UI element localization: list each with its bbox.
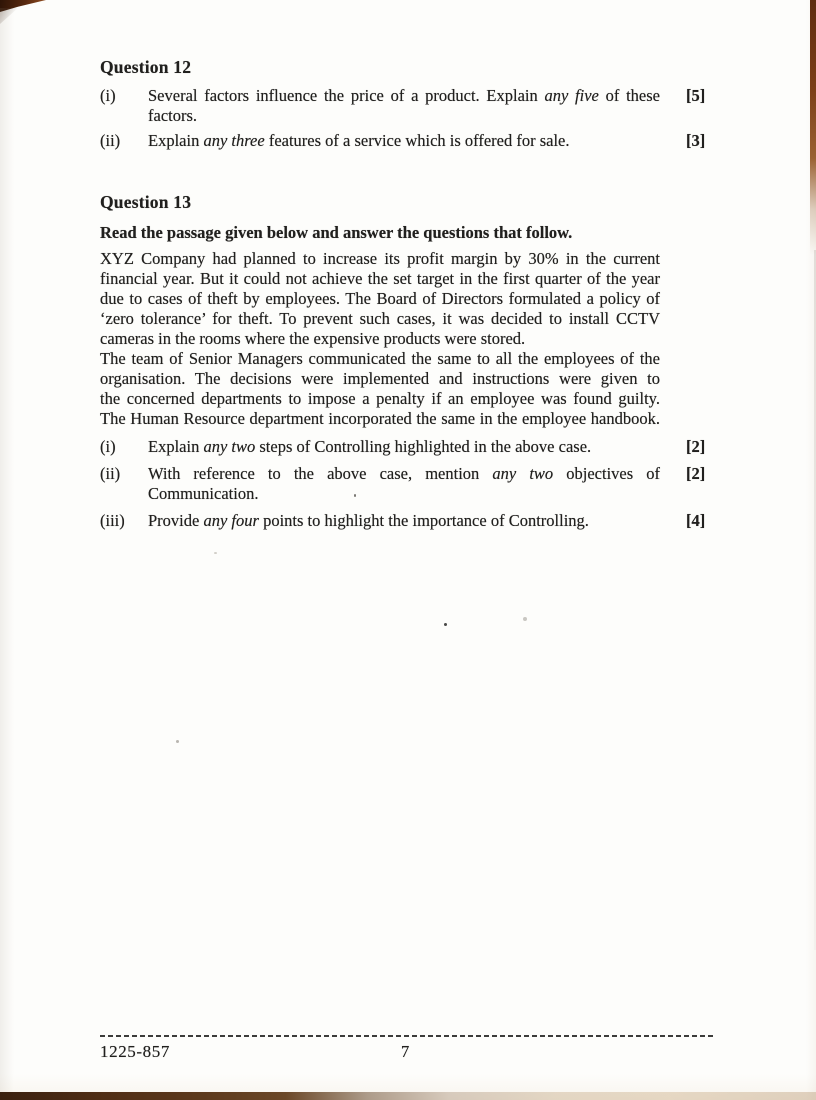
text-line xyxy=(100,409,660,429)
question-13-title: Question 13 xyxy=(100,192,192,212)
emphasis-text: any three xyxy=(203,131,265,150)
text-segment: points to highlight the importance of Controlling. xyxy=(258,511,589,530)
scan-speck xyxy=(214,552,217,554)
paper-code: 1225-857 xyxy=(100,1042,170,1061)
item-text xyxy=(148,437,660,457)
item-text xyxy=(148,464,660,504)
scan-speck xyxy=(523,617,527,621)
item-marker: (ii) xyxy=(100,131,121,150)
item-marks: [3] xyxy=(686,131,706,150)
text-line xyxy=(148,511,660,531)
question-13-passage xyxy=(100,249,660,429)
text-line xyxy=(100,389,660,409)
text-segment: Explain xyxy=(148,437,204,456)
passage-paragraph xyxy=(100,249,660,349)
text-segment: Provide xyxy=(148,511,204,530)
item-marker: (i) xyxy=(100,86,116,105)
scan-edge-right xyxy=(810,0,816,255)
question-item xyxy=(100,131,712,151)
item-marker: (ii) xyxy=(100,464,121,483)
scan-edge-bottom xyxy=(0,1092,816,1100)
question-item xyxy=(100,437,712,457)
text-line xyxy=(148,464,660,484)
text-segment: due to cases of theft by employees. The Board of Directors formulated a policy of xyxy=(100,289,660,308)
question-item xyxy=(100,86,712,126)
text-segment: features of a service which is offered for sale. xyxy=(264,131,570,150)
passage-paragraph xyxy=(100,349,660,429)
question-12-items xyxy=(100,86,712,151)
question-12-title: Question 12 xyxy=(100,57,192,77)
text-segment: With reference to the above case, mention xyxy=(148,464,493,483)
emphasis-text: any two xyxy=(492,464,554,483)
text-segment: ‘zero tolerance’ for theft. To prevent such cases, it was decided to install CCTV xyxy=(100,309,660,328)
text-segment: Communication. xyxy=(148,484,259,503)
text-segment: The team of Senior Managers communicated the same to all the employees of the xyxy=(100,349,660,368)
text-segment: objectives of xyxy=(553,464,660,483)
question-item xyxy=(100,511,712,531)
text-line xyxy=(148,131,660,151)
item-marker: (iii) xyxy=(100,511,125,530)
item-marks: [2] xyxy=(686,437,706,456)
text-line xyxy=(148,437,660,457)
text-line xyxy=(148,86,660,106)
text-line xyxy=(100,269,660,289)
item-marks: [5] xyxy=(686,86,706,105)
item-text xyxy=(148,131,660,151)
item-text xyxy=(148,511,660,531)
text-line xyxy=(100,249,660,269)
text-segment: steps of Controlling highlighted in the above case. xyxy=(255,437,592,456)
footer-divider-dashed-line xyxy=(100,1035,715,1037)
text-segment: cameras in the rooms where the expensive products were stored. xyxy=(100,329,526,348)
text-line xyxy=(148,484,660,504)
question-13-section xyxy=(100,192,712,538)
text-line xyxy=(100,329,660,349)
page-corner-shadow xyxy=(0,8,18,24)
question-13-items xyxy=(100,437,712,531)
item-marks: [4] xyxy=(686,511,706,530)
item-text xyxy=(148,86,660,126)
text-line xyxy=(148,106,660,126)
item-marker: (i) xyxy=(100,437,116,456)
question-13-instruction: Read the passage given below and answer the questions that follow. xyxy=(100,223,573,242)
item-marks: [2] xyxy=(686,464,706,483)
text-segment: financial year. But it could not achieve the set target in the first quarter of the year xyxy=(100,269,660,288)
text-segment: Explain xyxy=(148,131,204,150)
text-segment: The Human Resource department incorporated the same in the employee handbook. xyxy=(100,409,660,428)
text-line xyxy=(100,289,660,309)
text-segment: the concerned departments to impose a penalty if an employee was found guilty. xyxy=(100,389,660,408)
text-line xyxy=(100,309,660,329)
text-segment: Several factors influence the price of a product. Explain xyxy=(148,86,545,105)
text-segment: XYZ Company had planned to increase its profit margin by 30% in the current xyxy=(100,249,660,268)
text-segment: factors. xyxy=(148,106,198,125)
text-line xyxy=(100,369,660,389)
scan-speck xyxy=(176,740,179,743)
emphasis-text: any four xyxy=(203,511,259,530)
emphasis-text: any two xyxy=(203,437,256,456)
text-line xyxy=(100,349,660,369)
question-12-section xyxy=(100,57,712,156)
scan-speck xyxy=(444,623,447,626)
text-segment: organisation. The decisions were implemented and instructions were given to xyxy=(100,369,660,388)
text-segment: of these xyxy=(598,86,660,105)
question-item xyxy=(100,464,712,504)
emphasis-text: any five xyxy=(544,86,599,105)
page-number: 7 xyxy=(401,1042,410,1061)
